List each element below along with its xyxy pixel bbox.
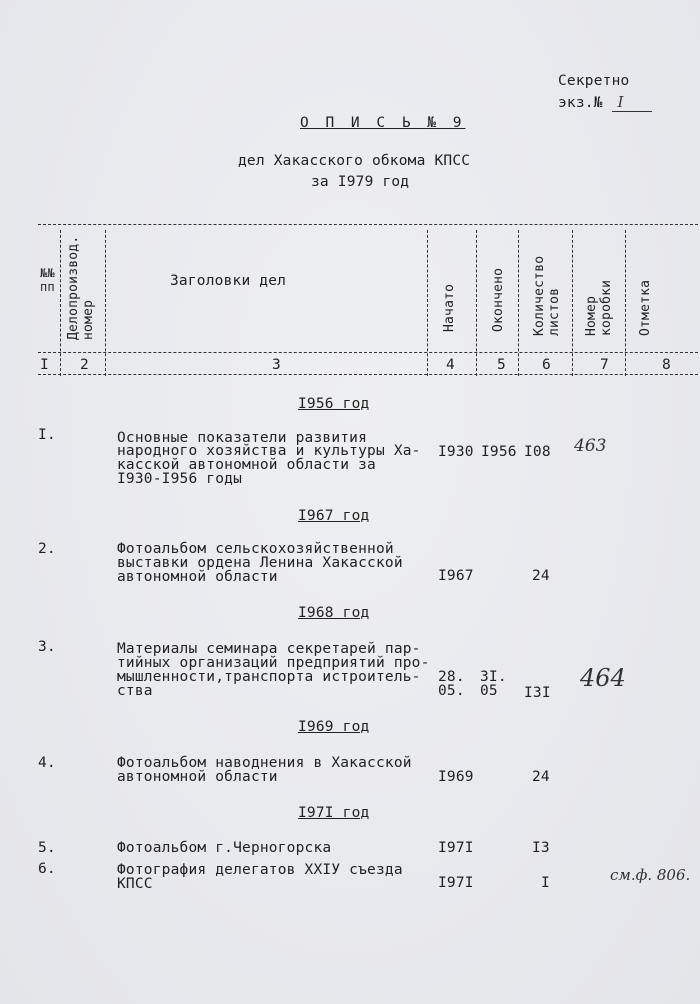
entry-number: 4. — [38, 755, 56, 771]
entry-sheets: I3 — [532, 840, 550, 856]
entry-title-line: автономной области — [117, 569, 278, 585]
entry-title-line: КПСС — [117, 876, 153, 892]
col-number: 2 — [80, 357, 89, 373]
entry-title-line: I930-I956 годы — [117, 471, 243, 487]
col-header-box: Номер коробки — [584, 279, 614, 336]
secret-stamp: Секретно — [558, 73, 630, 89]
col-header-titles: Заголовки дел — [170, 273, 287, 289]
entry-box: 463 — [574, 436, 607, 456]
entry-number: 3. — [38, 639, 56, 655]
col-header-start: Начато — [442, 283, 457, 332]
col-divider — [427, 230, 428, 376]
entry-sheets: I3I — [524, 685, 551, 701]
document-title: О П И С Ь № 9 — [300, 115, 466, 131]
entry-start: I930 — [438, 444, 474, 460]
document-subtitle: дел Хакасского обкома КПСС — [238, 153, 471, 169]
col-number: I — [40, 357, 49, 373]
entry-title-line: касской автономной области за — [117, 457, 376, 473]
entry-end: I956 — [481, 444, 517, 460]
entry-number: 5. — [38, 840, 56, 856]
col-number: 4 — [446, 357, 455, 373]
col-header-sheets: Количество листов — [532, 255, 562, 336]
col-divider — [476, 230, 477, 376]
entry-title-line: Материалы семинара секретарей пар- — [117, 641, 421, 657]
entry-start-month: 05. — [438, 683, 465, 699]
col-divider — [60, 230, 61, 376]
copy-number-value: I — [612, 96, 652, 112]
col-divider — [518, 230, 519, 376]
col-number: 8 — [662, 357, 671, 373]
col-divider — [572, 230, 573, 376]
section-year: I97I год — [298, 805, 370, 821]
entry-title-line: Основные показатели развития — [117, 430, 368, 446]
col-number: 3 — [272, 357, 281, 373]
table-numbers-rule — [38, 374, 698, 375]
entry-start: I97I — [438, 840, 474, 856]
col-divider — [105, 230, 106, 376]
handwritten-note: см.ф. 806. — [610, 866, 691, 884]
entry-number: 2. — [38, 541, 56, 557]
entry-sheets: 24 — [532, 568, 550, 584]
col-number: 6 — [542, 357, 551, 373]
entry-box: 464 — [580, 664, 626, 692]
col-header-mark: Отметка — [638, 279, 653, 336]
document-year: за I979 год — [311, 174, 410, 190]
entry-sheets: I08 — [524, 444, 551, 460]
entry-title-line: народного хозяйства и культуры Ха- — [117, 443, 421, 459]
table-top-rule — [38, 224, 698, 225]
entry-title-line: мышленности,транспорта истроитель- — [117, 669, 421, 685]
col-header-num: №№ пп — [40, 266, 55, 294]
section-year: I969 год — [298, 719, 370, 735]
col-header-office-num: Делопроизвод. номер — [66, 235, 96, 340]
entry-start: I97I — [438, 875, 474, 891]
section-year: I956 год — [298, 396, 370, 412]
table-header-rule — [38, 352, 698, 353]
entry-start: I967 — [438, 568, 474, 584]
section-year: I968 год — [298, 605, 370, 621]
section-year: I967 год — [298, 508, 370, 524]
entry-title-line: Фотоальбом наводнения в Хакасской — [117, 755, 412, 771]
entry-title-line: тийных организаций предприятий про- — [117, 655, 430, 671]
entry-title-line: Фотоальбом г.Черногорска — [117, 840, 332, 856]
entry-title-line: автономной области — [117, 769, 278, 785]
entry-title-line: Фотоальбом сельскохозяйственной — [117, 541, 394, 557]
entry-number: I. — [38, 427, 56, 443]
entry-sheets: I — [541, 875, 550, 891]
copy-number — [558, 96, 652, 112]
col-header-end: Окончено — [491, 267, 506, 332]
col-divider — [625, 230, 626, 376]
entry-start: I969 — [438, 769, 474, 785]
col-number: 7 — [600, 357, 609, 373]
col-number: 5 — [497, 357, 506, 373]
entry-title-line: ства — [117, 683, 153, 699]
entry-sheets: 24 — [532, 769, 550, 785]
entry-end: 3I. — [480, 669, 507, 685]
entry-start: 28. — [438, 669, 465, 685]
entry-number: 6. — [38, 861, 56, 877]
entry-title-line: Фотография делегатов XXIУ съезда — [117, 862, 403, 878]
copy-label: экз.№ — [558, 95, 603, 111]
entry-end-month: 05 — [480, 683, 498, 699]
entry-title-line: выставки ордена Ленина Хакасской — [117, 555, 403, 571]
